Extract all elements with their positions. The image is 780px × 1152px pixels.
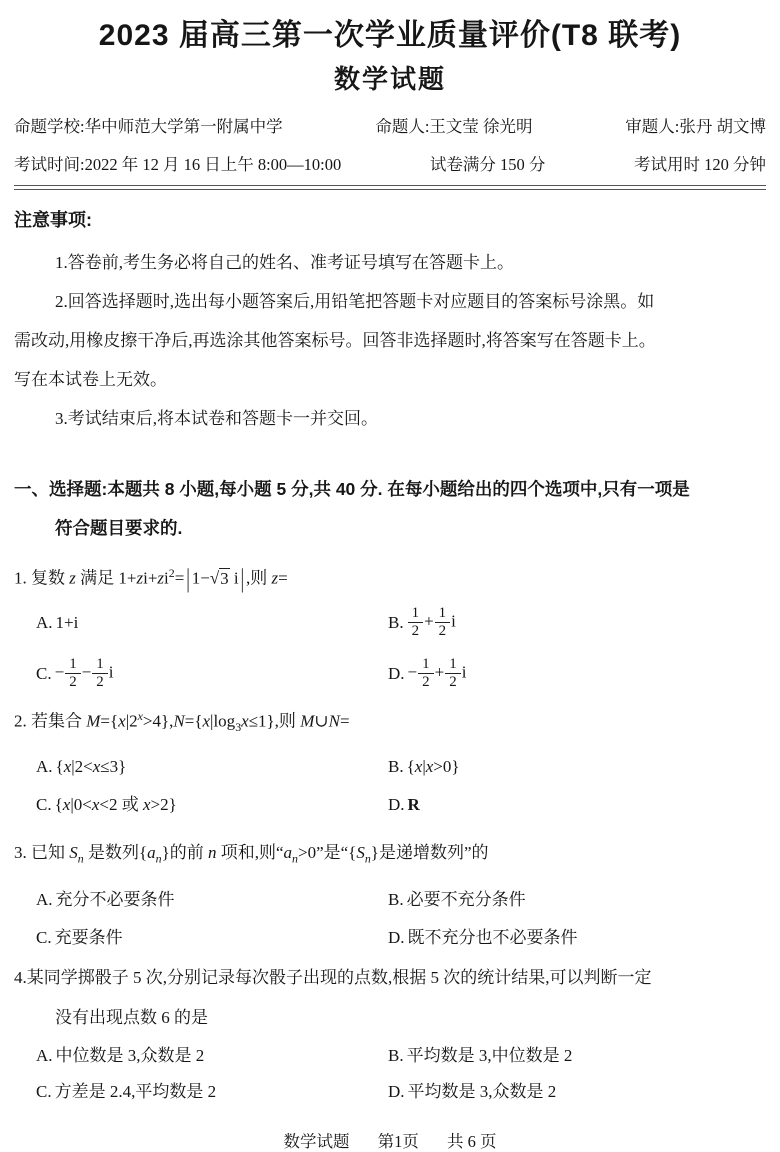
option-label: A. [36, 756, 53, 776]
notice-line-2: 2.回答选择题时,选出每小题答案后,用铅笔把答题卡对应题目的答案标号涂黑。如 [55, 292, 655, 312]
option-label: A. [36, 1046, 53, 1066]
q3-option-c [36, 926, 388, 950]
notice-heading: 注意事项: [14, 210, 92, 231]
q1-option-c [36, 656, 388, 691]
option-text: {x|x>0} [406, 756, 460, 776]
option-text: 中位数是 3,众数是 2 [55, 1046, 205, 1066]
footer-page-total: 共 6 页 [447, 1132, 497, 1152]
option-label: A. [36, 612, 53, 632]
meta-row-1 [14, 117, 766, 137]
option-text: 既不充分也不必要条件 [407, 928, 578, 948]
meta-reviewers: 审题人:张丹 胡文博 [625, 117, 766, 137]
q4-stem-line-2: 没有出现点数 6 的是 [55, 1008, 208, 1028]
option-label: C. [36, 928, 52, 948]
q3-option-d [388, 926, 766, 950]
q4-option-d [388, 1080, 766, 1104]
q4-options-row-1 [14, 1044, 766, 1068]
q1-stem: 1. 复数 z 满足 $1+zi+zi^2=$ | 1−√3 i | ,则 z= [14, 563, 288, 593]
page-title: 2023 届高三第一次学业质量评价(T8 联考) [98, 19, 682, 52]
option-label: C. [36, 1082, 52, 1102]
section-choice-header: 一、选择题:本题共 8 小题,每小题 5 分,共 40 分. 在每小题给出的四个选项中,只有一项是 [14, 479, 690, 500]
q4-stem-line-1: 4.某同学掷骰子 5 次,分别记录每次骰子出现的点数,根据 5 次的统计结果,可以判断一定 [14, 968, 652, 988]
q1-options-row-2 [14, 656, 766, 691]
q2-options-row-2 [14, 793, 766, 817]
notice-line-1: 1.答卷前,考生务必将自己的姓名、准考证号填写在答题卡上。 [55, 253, 514, 273]
option-label: D. [388, 1082, 405, 1102]
q3-stem: 3. 已知 $S_n$ 是数列$\{a_n\}$的前 n 项和,则“$a_n>0$”是“$\{S_n\}$是递增数列”的 [14, 842, 489, 866]
header-divider [14, 185, 766, 190]
option-text: − $\frac{1}{2}$ − $\frac{1}{2}$ i [54, 656, 114, 691]
notice-line-3: 需改动,用橡皮擦干净后,再选涂其他答案标号。回答非选择题时,将答案写在答题卡上。 [14, 331, 656, 351]
meta-duration: 考试用时 120 分钟 [633, 155, 766, 175]
q4-option-b [388, 1044, 766, 1068]
option-label: A. [36, 890, 53, 910]
q1-option-b [388, 605, 766, 640]
option-label: B. [388, 612, 404, 632]
footer-doc-title: 数学试题 [283, 1132, 350, 1152]
option-text: 1+i [55, 612, 79, 632]
option-text: 方差是 2.4,平均数是 2 [54, 1082, 217, 1102]
option-text: − $\frac{1}{2}$ + $\frac{1}{2}$ i [407, 656, 467, 691]
q2-option-b [388, 755, 766, 779]
option-text: {x|2<x≤3} [55, 756, 127, 776]
section-choice-header-cont: 符合题目要求的. [55, 518, 183, 539]
option-text: 充分不必要条件 [55, 890, 175, 910]
q4-option-a [36, 1044, 388, 1068]
meta-school: 命题学校:华中师范大学第一附属中学 [14, 117, 283, 137]
q2-option-c [36, 793, 388, 817]
option-label: C. [36, 794, 52, 814]
notice-line-5: 3.考试结束后,将本试卷和答题卡一并交回。 [55, 409, 378, 429]
footer-page-number: 第1页 [377, 1132, 419, 1152]
option-label: B. [388, 890, 404, 910]
option-text: R [407, 794, 420, 814]
option-text: $\frac{1}{2}$ + $\frac{1}{2}$ i [407, 605, 456, 640]
q1-options-row-1 [14, 605, 766, 640]
page-footer [14, 1128, 766, 1152]
meta-time: 考试时间:2022 年 12 月 16 日上午 8:00—10:00 [14, 155, 342, 175]
q3-options-row-2 [14, 926, 766, 950]
q4-options-row-2 [14, 1080, 766, 1104]
option-label: C. [36, 663, 52, 683]
option-text: {x|0<x<2 或 x>2} [54, 794, 177, 814]
meta-score: 试卷满分 150 分 [429, 155, 546, 175]
notice-line-4: 写在本试卷上无效。 [14, 370, 167, 390]
q1-option-a [36, 611, 388, 635]
option-label: D. [388, 794, 405, 814]
q1-option-d [388, 656, 766, 691]
meta-row-2 [14, 155, 766, 175]
option-label: D. [388, 928, 405, 948]
q2-option-d [388, 793, 766, 817]
q2-option-a [36, 755, 388, 779]
q2-options-row-1 [14, 755, 766, 779]
option-text: 平均数是 3,众数是 2 [407, 1082, 557, 1102]
q3-option-a [36, 888, 388, 912]
option-label: B. [388, 1046, 404, 1066]
q4-option-c [36, 1080, 388, 1104]
option-text: 必要不充分条件 [406, 890, 526, 910]
option-text: 平均数是 3,中位数是 2 [406, 1046, 573, 1066]
meta-setters: 命题人:王文莹 徐光明 [375, 117, 533, 137]
page-subtitle: 数学试题 [333, 64, 446, 94]
q2-stem: 2. 若集合 $M=\{x|2^x>4\},N=\{x|\log_3x\le 1\}$,则 M∪N= [14, 708, 350, 734]
q3-option-b [388, 888, 766, 912]
q3-options-row-1 [14, 888, 766, 912]
option-text: 充要条件 [54, 928, 123, 948]
option-label: D. [388, 663, 405, 683]
option-label: B. [388, 756, 404, 776]
